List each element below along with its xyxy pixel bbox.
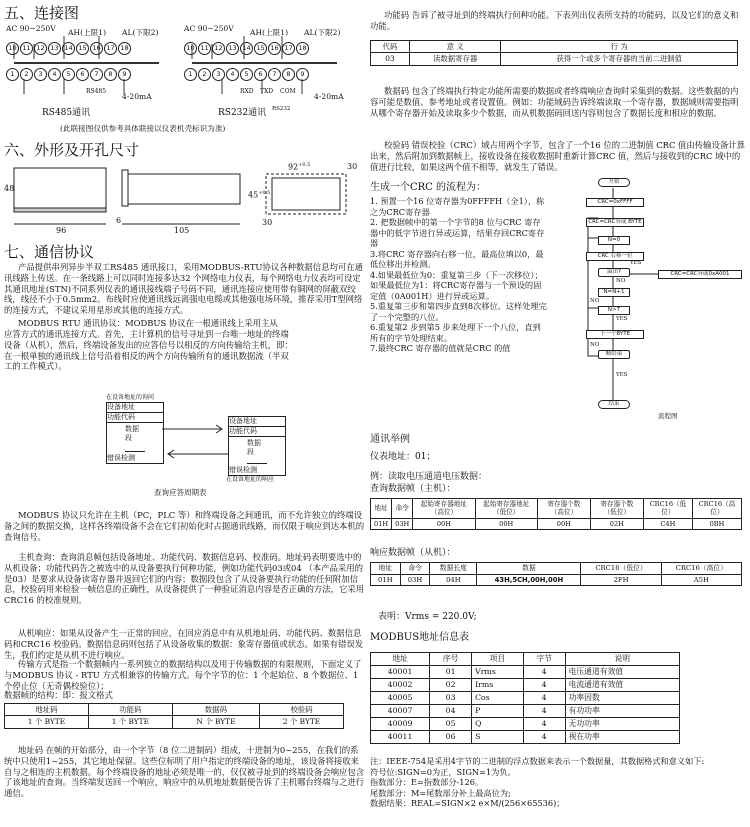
terminal: 7 (268, 68, 281, 81)
addr-head: 序号 (430, 653, 472, 666)
diagram-caption: 查询应答周期表 (154, 488, 207, 497)
func-code-text: 功能码 告诉了被寻址到的终端执行何种功能。下表列出仪表所支持的功能码，以及它们的意义和功能。 (370, 10, 739, 31)
query-head: 命令 (392, 499, 413, 519)
flow-inc: N=N+1 (598, 288, 630, 297)
address-table-title: MODBUS地址信息表 (370, 632, 470, 643)
flow-q-end: 帧结束 (598, 350, 630, 359)
rs485-caption: RS485通讯 (42, 108, 91, 118)
rtu-intro: MODBUS RTU 通讯协议：MODBUS 协议在一根通讯线上采用主从 (18, 318, 278, 328)
terminal: 11 (198, 42, 211, 55)
master-data: 数据段 (125, 425, 145, 452)
flow-shift: CRC 右移一位 (586, 252, 644, 261)
wiring-diagram-rs232 (182, 24, 366, 124)
note-line: 数据结果：REAL=SIGN×2 e×M/(256×65536)； (370, 798, 565, 808)
terminal: 17 (104, 42, 117, 55)
resp-head: 命令 (400, 563, 430, 575)
resp-head: 数据 (477, 563, 581, 575)
query-cell: 03H (392, 518, 413, 529)
terminal: 6 (76, 68, 89, 81)
query-cell: 00H (413, 518, 475, 529)
resp-cell: A5H (661, 574, 741, 586)
flow-yes1: YES (630, 260, 642, 266)
addr-cell: 40001 (371, 665, 430, 678)
resp-cell: 04H (430, 574, 477, 586)
query-head: 起始寄存器地址（高位） (413, 499, 475, 519)
addr-cell: Cos (472, 691, 524, 704)
addr-cell: Vrms (472, 665, 524, 678)
addr-cell: 4 (523, 665, 565, 678)
func-code-table (370, 40, 738, 66)
crc-steps (370, 196, 548, 354)
terminal: 6 (254, 68, 267, 81)
flow-q-overflow: 溢出? (598, 268, 630, 277)
modbus-p1: MODBUS 协议只允许在主机（PC，PLC 等）和终端设备之间通讯，而不允许独立的终端设备之间的数据交换，这样各终端设备不会在它们初始化时占据通讯线路，而仅限于响应到达本机的查询信号。 (4, 510, 365, 542)
terminal: 18 (296, 42, 309, 55)
ma-label-2: 4-20mA (314, 92, 344, 101)
ma-label-1: 4-20mA (122, 92, 152, 101)
address-code-text: 地址码 在帧的开始部分，由一个字节（8 位二进制码）组成，十进制为0~255，在我们的系统中只使用1~255，其它地址保留。这些位标明了用户指定的终端设备的地址，该设备将接收来自与之相连的主机数据。每个终端设备的地址必须是唯一的，仅仅被寻址到的终端设备会响应包含了该地址的查询。当终端发送回一个响应，响应中的从机地址数据便告诉了主机哪台终端与之进行通信。 (4, 745, 365, 798)
dim-48: 48 (4, 184, 15, 193)
terminal: 18 (118, 42, 131, 55)
addr-cell: 04 (430, 704, 472, 717)
frame-head: 校验码 (260, 704, 344, 716)
frame-head: 功能码 (88, 704, 172, 716)
query-head: 地址 (371, 499, 392, 519)
query-cell: C4H (643, 518, 692, 529)
data-code-text: 数据码 包含了终端执行特定功能所需要的数据或者终端响应查询时采集到的数据。这些数据的内容可能是数值、参考地址或者设置值。例如：功能域码告诉终端读取一个寄存器，数据域则需要指明从哪个寄存器开始及读取多少个数据，而从机数据码回送内容则包含了数据长度和相应的数据。 (370, 86, 739, 118)
terminal: 12 (212, 42, 225, 55)
crc-step: 4.如果最低位为0：重复第三步（下一次移位）；如果最低位为1：将CRC寄存器与一个预设的固定值（0A001H）进行异或运算。 (370, 269, 543, 301)
query-table (370, 498, 742, 530)
addr-cell: 无功功率 (565, 717, 679, 730)
addr-cell: 05 (430, 717, 472, 730)
addr-cell: 01 (430, 665, 472, 678)
crc-step: 7.最终CRC 寄存器的值就是CRC 的值 (370, 343, 511, 353)
rtu-text: 应答方式的通讯连接方式。首先，主计算机的信号寻址到一台唯一地址的终端设备（从机），然后，终端设备发出的应答信号以相反的方向传输给主机，即：在一根单独的通讯线上信号沿着相反的两个方向传输所有的通讯数据流（半双工的工作模式）。 (4, 329, 293, 372)
terminal: 1 (6, 68, 19, 81)
dim-96: 96 (56, 226, 67, 235)
terminal: 5 (240, 68, 253, 81)
addr-cell: 有功功率 (565, 704, 679, 717)
addr-cell: S (472, 730, 524, 743)
terminal: 15 (76, 42, 89, 55)
query-head: CRC16（高位） (692, 499, 741, 519)
master-top-label: 在设备地址的询问 (106, 394, 155, 401)
flow-end: 结束 (598, 400, 630, 409)
flow-n0: N=0 (598, 236, 630, 245)
terminal: 13 (226, 42, 239, 55)
addr-head: 说明 (565, 653, 679, 666)
query-response-diagram (96, 394, 306, 502)
rxd-label: RXD (240, 88, 254, 95)
addr-cell: P (472, 704, 524, 717)
query-head: 起始寄存器地址（低位） (475, 499, 537, 519)
query-head: 寄存器个数（低位） (590, 499, 643, 519)
addr-cell: 06 (430, 730, 472, 743)
addr-head: 地址 (371, 653, 430, 666)
frame-cell: N 个 BYTE (172, 716, 259, 728)
rs232-caption: RS232通讯 (218, 108, 267, 118)
terminal: 10 (6, 42, 19, 55)
dimension-drawing (4, 160, 366, 238)
terminal: 1 (184, 68, 197, 81)
func-cell: 获得一个或多个寄存器的当前二进制值 (501, 53, 738, 65)
resp-head: 数据长度 (430, 563, 477, 575)
terminal: 10 (184, 42, 197, 55)
query-cell: 0BH (692, 518, 741, 529)
addr-cell: Irms (472, 678, 524, 691)
slave-error: 错误检测 (229, 465, 257, 474)
terminal: 3 (212, 68, 225, 81)
slave-bottom-label: 在设备地址的响应 (226, 476, 275, 483)
dim-6: 6 (116, 216, 122, 225)
flow-xora: CRC=CRC异或0xA001 (658, 270, 742, 279)
query-cell: 01H (371, 518, 392, 529)
addr-cell: 4 (523, 678, 565, 691)
slave-address: 设备地址 (229, 417, 285, 427)
com-label: COM (280, 88, 296, 95)
instrument-address: 仪表地址：01； (370, 452, 436, 462)
master-func: 功能代码 (107, 413, 163, 423)
terminal: 9 (118, 68, 131, 81)
terminal: 14 (62, 42, 75, 55)
addr-cell: Q (472, 717, 524, 730)
slave-func: 功能代码 (229, 427, 285, 437)
master-error: 错误检测 (107, 453, 135, 462)
ieee-notes (370, 756, 746, 809)
flow-no2: NO (590, 298, 600, 304)
flow-start: 开始 (598, 178, 630, 187)
response-label: 响应数据帧（从机）： (370, 548, 456, 558)
crc-step: 5.重复第三步和第四步直到8次移位。这样处理完了一个完整的八位。 (370, 301, 547, 322)
query-head: 寄存器个数（高位） (537, 499, 590, 519)
terminal: 5 (62, 68, 75, 81)
note-line: 符号位:SIGN=0为正，SIGN=1为负。 (370, 766, 516, 777)
ac-label-2: AC 90~250V (184, 24, 234, 33)
addr-cell: 4 (523, 730, 565, 743)
func-head: 意 义 (409, 41, 501, 53)
crc-step: 1. 预置一个16 位寄存器为0FFFFH（全1），称之为CRC寄存器 (370, 196, 545, 217)
frame-cell: 1 个 BYTE (5, 716, 89, 728)
resp-cell: 01H (371, 574, 401, 586)
flow-caption: 流程图 (658, 412, 678, 420)
dim-45-tol: +0.5 (258, 190, 271, 196)
query-cell: 00H (475, 518, 537, 529)
crc-step: 2. 把数据帧中的第一个字节的8 位与CRC 寄存器中的低字节进行异或运算，结果存回CRC寄存器 (370, 217, 545, 248)
addr-cell: 4 (523, 717, 565, 730)
terminal: 13 (48, 42, 61, 55)
func-cell: 03 (371, 53, 410, 65)
crc-flowchart (578, 178, 748, 430)
addr-cell: 03 (430, 691, 472, 704)
master-address: 设备地址 (107, 403, 163, 413)
protocol-intro: 产品提供串列异步半双工RS485 通讯接口，采用MODBUS-RTU协议各种数据信息均可在通讯线路上传送。在一条线路上可以同时连接多达32 个网络电力仪表，每个网络电力仪表均可设定其通讯地址(STN)不同系列仪表的通讯接线端子号码不同，通讯连接应使用带有铜网的屏蔽双绞线，线径不小于0.5mm2。布线时应使通讯线远离强电电缆或其他强电场环境，推荐采用T型网络的连接方式，不建议采用星形或其他的连接方式。 (4, 262, 363, 315)
frame-label: 数据帧的结构：即：报文格式 (4, 690, 113, 700)
note-line: 指数部分：E=指数部分-126。 (370, 777, 484, 787)
addr-cell: 40011 (371, 730, 430, 743)
addr-head: 项目 (472, 653, 524, 666)
resp-cell: 2FH (581, 574, 661, 586)
frame-head: 地址码 (5, 704, 89, 716)
al-label-1: AL(下限2) (122, 28, 159, 37)
dim-30-top: 30 (347, 162, 358, 171)
addr-cell: 视在功率 (565, 730, 679, 743)
vrms-result: 表明：Vrms = 220.0V; (378, 612, 477, 622)
terminal: 8 (282, 68, 295, 81)
example-label: 例：读取电压通道电压数据： (370, 472, 488, 482)
terminal: 4 (48, 68, 61, 81)
dim-45 (248, 190, 270, 201)
terminal: 16 (268, 42, 281, 55)
addr-cell: 4 (523, 691, 565, 704)
rs485-small-label: RS485 (86, 88, 107, 95)
terminal: 4 (226, 68, 239, 81)
section-6-title: 六、外形及开孔尺寸 (4, 141, 140, 159)
resp-head: CRC16（高位） (661, 563, 741, 575)
crc-flow-title: 生成一个CRC 的流程为： (370, 182, 487, 193)
rs232-small-label: RS232 (272, 106, 291, 112)
top-terminals-1 (6, 42, 132, 55)
frame-cell: 1 个 BYTE (88, 716, 172, 728)
flow-xor: CRC=CRC异或 BYTE (586, 218, 644, 227)
addr-cell: 02 (430, 678, 472, 691)
addr-cell: 电压通道有效值 (565, 665, 679, 678)
terminal: 17 (282, 42, 295, 55)
dim-30-left: 30 (262, 218, 273, 227)
note-line: 尾数部分：M=尾数部分补上最高位为; (370, 787, 511, 798)
resp-head: CRC16（低位） (581, 563, 661, 575)
terminal: 3 (34, 68, 47, 81)
slave-data: 数据段 (247, 439, 267, 464)
ac-label-1: AC 90~250V (6, 24, 56, 33)
master-frame (106, 402, 164, 464)
address-table (370, 652, 680, 744)
dim-92 (288, 162, 310, 173)
addr-cell: 电流通道有效值 (565, 678, 679, 691)
dim-105: 105 (174, 226, 190, 235)
frame-cell: 2 个 BYTE (260, 716, 344, 728)
terminal: 15 (254, 42, 267, 55)
frame-head: 数据码 (172, 704, 259, 716)
top-terminals-2 (184, 42, 310, 55)
addr-cell: 4 (523, 704, 565, 717)
terminal: 14 (240, 42, 253, 55)
modbus-p2: 主机查询：查询消息帧包括设备地址、功能代码、数据信息码、校准码。地址码表明要选中的从机设备；功能代码告之被选中的从设备要执行何种功能，例如功能代码03或04 （本产品采用的是03）是要求从设备读寄存器并返回它们的内容；数据段包含了从设备要执行功能的任何附加信息，校验码用来检验一帧信息的正确性，从设备提供了一种验证消息内容是否正确的方法，它采用CRC16 的校准规则。 (4, 552, 365, 605)
terminal: 2 (198, 68, 211, 81)
query-cell: 00H (537, 518, 590, 529)
flow-yes3: YES (616, 372, 628, 378)
terminal: 9 (296, 68, 309, 81)
response-table (370, 562, 742, 586)
crc-step: 6.重复第2 步到第5 步来处理下一个八位，直到所有的字节处理结束。 (370, 322, 541, 343)
addr-head: 字节 (523, 653, 565, 666)
query-head: CRC16（低位） (643, 499, 692, 519)
flow-yes2: YES (616, 316, 628, 322)
func-head: 行 为 (501, 41, 738, 53)
modbus-p3: 从机响应：如果从设备产生一正常的回应，在回应消息中有从机地址码、功能代码、数据信息码和CRC16 校验码。数据信息码则包括了从设备收集的数据：象寄存器值或状态。如果有错误发生，我们约定是从机不进行响应。 (4, 628, 364, 660)
section-7-title: 七、通信协议 (4, 243, 95, 261)
addr-cell: 功率因数 (565, 691, 679, 704)
dim-45-value: 45 (248, 190, 259, 200)
resp-cell: 03H (400, 574, 430, 586)
flow-q-n7: N>7 (598, 306, 630, 315)
section-5-title: 五、连接图 (4, 4, 80, 22)
addr-cell: 40009 (371, 717, 430, 730)
addr-cell: 40002 (371, 678, 430, 691)
slave-frame (228, 416, 286, 476)
flow-lines (578, 178, 748, 430)
crc-text: 校验码 错误校验（CRC）域占用两个字节，包含了一个16 位的二进制值 CRC 值由传输设备计算出来，然后附加到数据帧上，接收设备在接收数据时重新计算CRC 值，然后与接收到的CRC 域中的值进行比较，如果这两个值不相等，就发生了错误。 (370, 140, 746, 172)
terminal: 12 (34, 42, 47, 55)
query-cell: 02H (590, 518, 643, 529)
terminal: 2 (20, 68, 33, 81)
dim-92-value: 92 (288, 162, 299, 172)
addr-cell: 40007 (371, 704, 430, 717)
arrows (162, 424, 228, 464)
note-line: 注：IEEE-754是采用4字节的二进制的浮点数据来表示一个数据量，其数据格式和意义如下: (370, 756, 705, 766)
bottom-terminals-1 (6, 68, 132, 81)
flow-init: CRC=0xFFFF (586, 198, 644, 207)
ah-label-1: AH(上限1) (68, 28, 107, 37)
terminal: 11 (20, 42, 33, 55)
flow-no3: NO (590, 342, 600, 348)
query-label: 查询数据帧（主机）： (370, 484, 456, 494)
crc-step: 3.将CRC 寄存器向右移一位，最高位填以0，最低位移出并检测。 (370, 248, 544, 269)
frame-table (4, 703, 344, 729)
wiring-note: (此联接图仅供参考具体联接以仪表机壳标识为准) (60, 124, 226, 133)
ah-label-2: AH(上限1) (250, 28, 289, 37)
example-title: 通讯举例 (370, 434, 410, 445)
terminal: 7 (90, 68, 103, 81)
terminal: 16 (90, 42, 103, 55)
bottom-terminals-2 (184, 68, 310, 81)
resp-head: 地址 (371, 563, 401, 575)
wiring-diagram-rs485 (4, 24, 184, 124)
terminal: 8 (104, 68, 117, 81)
func-head: 代码 (371, 41, 410, 53)
flow-next: 下一个BYTE (586, 330, 644, 339)
flow-no1: NO (616, 278, 626, 284)
al-label-2: AL(下限2) (304, 28, 341, 37)
dim-92-tol: +0.5 (298, 162, 311, 168)
modbus-p4: 传输方式是指一个数据帧内一系列独立的数据结构以及用于传输数据的有限规则，下面定义了与MODBUS 协议 - RTU 方式相兼容的传输方式。每个字节的位：1 个起始位、8 个数据位、1个停止位（无奇偶校验位）； (4, 659, 362, 691)
func-cell: 读数据寄存器 (409, 53, 501, 65)
addr-cell: 40005 (371, 691, 430, 704)
resp-cell: 43H,5CH,00H,00H (477, 574, 581, 586)
txd-label: TXD (260, 88, 274, 95)
